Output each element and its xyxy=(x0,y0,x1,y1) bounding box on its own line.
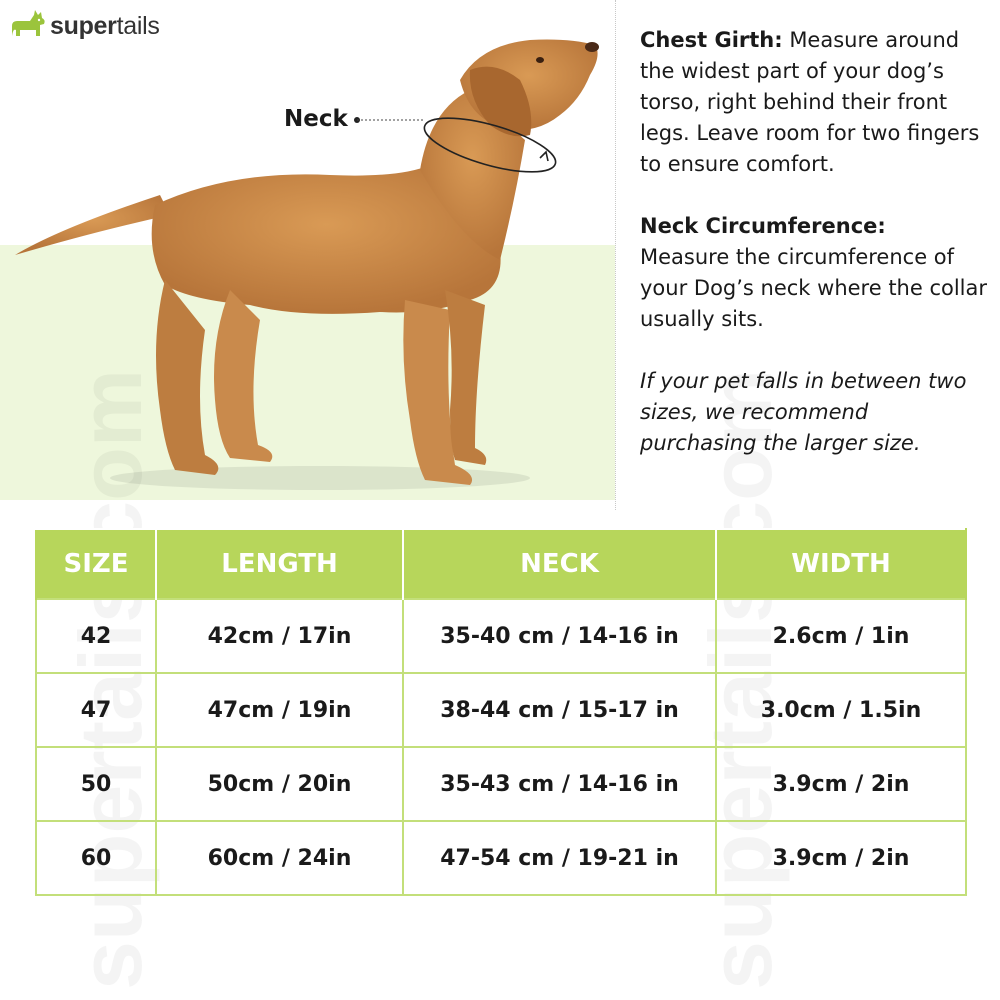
table-row xyxy=(36,747,966,821)
neck-circumference-text: Measure the circumference of your Dog’s neck where the collar usually sits. xyxy=(640,245,988,331)
cell-neck: 35-43 cm / 14-16 in xyxy=(403,747,716,821)
size-recommendation-note: If your pet falls in between two sizes, we recommend purchasing the larger size. xyxy=(640,369,967,455)
neck-circumference-paragraph xyxy=(640,211,990,335)
cell-length: 47cm / 19in xyxy=(156,673,403,747)
cell-size: 42 xyxy=(36,599,156,673)
cell-neck: 38-44 cm / 15-17 in xyxy=(403,673,716,747)
cell-width: 3.9cm / 2in xyxy=(716,747,966,821)
chest-girth-title: Chest Girth: xyxy=(640,28,783,52)
table-row xyxy=(36,821,966,895)
cell-width: 3.9cm / 2in xyxy=(716,821,966,895)
cell-width: 3.0cm / 1.5in xyxy=(716,673,966,747)
cell-size: 60 xyxy=(36,821,156,895)
cell-neck: 35-40 cm / 14-16 in xyxy=(403,599,716,673)
cell-length: 60cm / 24in xyxy=(156,821,403,895)
header-neck: NECK xyxy=(403,529,716,599)
header-size: SIZE xyxy=(36,529,156,599)
header-width: WIDTH xyxy=(716,529,966,599)
logo-text-bold: super xyxy=(50,11,117,40)
size-chart-table xyxy=(35,528,965,898)
cell-length: 50cm / 20in xyxy=(156,747,403,821)
neck-circumference-title: Neck Circumference: xyxy=(640,214,886,238)
logo-text-light: tails xyxy=(116,11,160,40)
neck-label: Neck xyxy=(284,106,348,132)
vertical-divider xyxy=(615,0,616,510)
cell-size: 50 xyxy=(36,747,156,821)
cell-length: 42cm / 17in xyxy=(156,599,403,673)
chest-girth-text: Measure around the widest part of your dog’s torso, right behind their front legs. Leave room for two fingers to ensure comfort. xyxy=(640,28,980,176)
table-header-row xyxy=(36,529,966,599)
table-row xyxy=(36,673,966,747)
table-row xyxy=(36,599,966,673)
header-length: LENGTH xyxy=(156,529,403,599)
cell-width: 2.6cm / 1in xyxy=(716,599,966,673)
chest-girth-paragraph xyxy=(640,25,990,180)
cell-size: 47 xyxy=(36,673,156,747)
cell-neck: 47-54 cm / 19-21 in xyxy=(403,821,716,895)
